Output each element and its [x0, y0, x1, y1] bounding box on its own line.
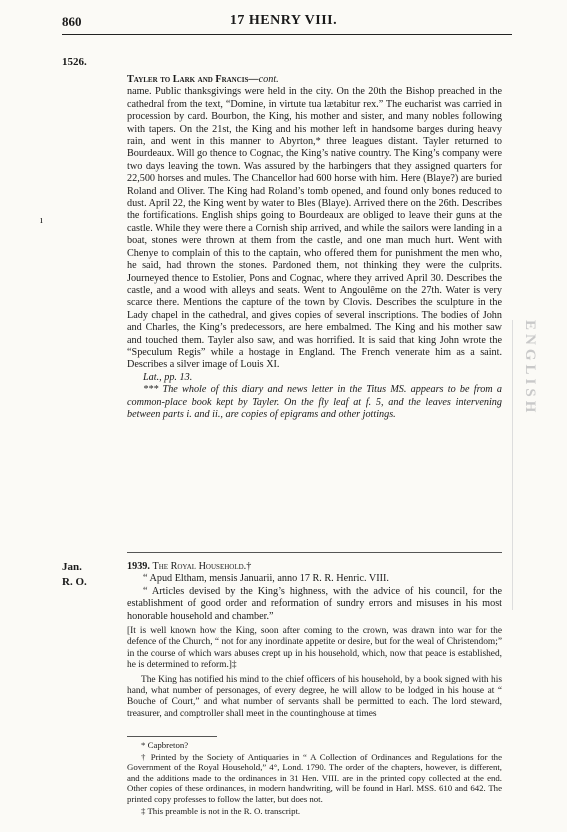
- section-household: [127, 561, 502, 720]
- footnotes: [127, 740, 502, 817]
- margin-mark: ı: [40, 215, 43, 226]
- entry-line-2: “ Articles devised by the King’s highness, with the advice of his council, for the establishment of good order and reformation of sundry errors and misuses in his most honorable household and chamber.”: [127, 585, 502, 622]
- library-stamp: ENGLISH: [512, 320, 559, 610]
- section-title-cont: cont.: [258, 74, 279, 85]
- entry-paragraph: The King has notified his mind to the chief officers of his household, by a book signed with his hand, what number of personages, of every degree, he will allow to be lodged in his house at “ Bouche of Court,” and what number of servants shall be permitted to each. The lord steward, treasurer, and comptroller shall meet in the countinghouse at times: [127, 674, 502, 719]
- page-number: 860: [62, 14, 82, 29]
- editorial-note: *** The whole of this diary and news letter in the Titus MS. appears to be from a common-place book kept by Tayler. On the fly leaf at f. 5, and the leaves intervening between parts i. and ii., are copies of epigrams and other jottings.: [127, 384, 502, 420]
- entry-source: R. O.: [62, 576, 87, 588]
- footnote-1: * Capbreton?: [141, 740, 189, 750]
- entry-preamble: [It is well known how the King, soon after coming to the crown, was drawn into war for the defence of the Church, “ not for any inordinate appetite or desire, but for the weal of Christendom;” in the course of which wars abuses crept up in his household, which, now that peace is established, he is determined to reform.]‡: [127, 626, 502, 671]
- footnote-rule: [127, 736, 217, 737]
- source-note: Lat., pp. 13.: [143, 371, 193, 383]
- section-tayler: [127, 74, 502, 421]
- section-body: name. Public thanksgivings were held in the city. On the 20th the Bishop preached in the cathedral from the text, “Domine, in virtute tua lætabitur rex.” The eucharist was carried in procession by card. Bourbon, the King, his mother and sister, and many nobles following with tapers. On the 21st, the King and his mother left in handsome barges during heavy rain, and went in this manner to Abyrton,* three leagues distant. Tayler returned to Bourdeaux. Will go thence to Cognac, the King’s native country. The King’s company were two days leaving the town. Was assured by the harbingers that they assigned quarters for 22,500 horses and mules. The Chancellor had 600 horse with him. Here (Blaye?) are buried Roland and Oliver. The King had Roland’s tomb opened, and found only bones reduced to dust. April 22, the King went by water to Bles (Blaye). Arrived there on the 26th. Describes the fortifications. English ships going to Bourdeaux are obliged to leave their guns at the castle. While they were there a Cornish ship arrived, and while the sailors were landing in a boat, stones were thrown at them from the castle, and one man much hurt. Went with Chenye to complain of this to the captain, who offered them for punishment the men who, he said, had thrown the stones. Pardoned them, not thinking they were the culprits. Journeyed thence to Estolier, Pons and Cognac, where they arrived April 30. Describes the castle, and a wood with alleys and seats. Went to Angoulême on the 27th. Water is very scarce there. Mentions the capture of the town by Clovis. Describes the sculpture in the Lady chapel in the cathedral, and gives copies of several inscriptions. The bodies of John and Charles, the King’s predecessors, are here embalmed. The King and his mother saw and touched them. Tayler also saw, and was horrified. It is said that king John wrote the “Speculum Regis” while a hostage in England. The French venerate him as a saint. Describes a silver image of Louis XI.: [127, 86, 502, 371]
- section-divider: [127, 552, 502, 553]
- entry-date: Jan.: [62, 561, 82, 573]
- header-rule: [62, 34, 512, 35]
- footnote-3: ‡ This preamble is not in the R. O. transcript.: [141, 805, 301, 816]
- running-title: 17 HENRY VIII.: [229, 13, 338, 28]
- section-title: Tayler to Lark and Francis—: [127, 74, 259, 85]
- entry-title: The Royal Household.†: [152, 561, 252, 572]
- year-label: 1526.: [62, 56, 87, 68]
- entry-line-1: “ Apud Eltham, mensis Januarii, anno 17 R. R. Henric. VIII.: [143, 573, 389, 585]
- entry-number: 1939.: [127, 561, 150, 572]
- footnote-2: † Printed by the Society of Antiquaries in “ A Collection of Ordinances and Regulations for the Government of the Royal Household,” 4°, Lond. 1790. The order of the chapters, however, is different, and the additions made to the ordinances in 31 Hen. VIII. are in the printed copy collected at the end. Other copies of these ordinances, in modern handwriting, will be found in Harl. MSS. 610 and 642. The printed copy professes to follow the latter, but does not.: [127, 751, 502, 804]
